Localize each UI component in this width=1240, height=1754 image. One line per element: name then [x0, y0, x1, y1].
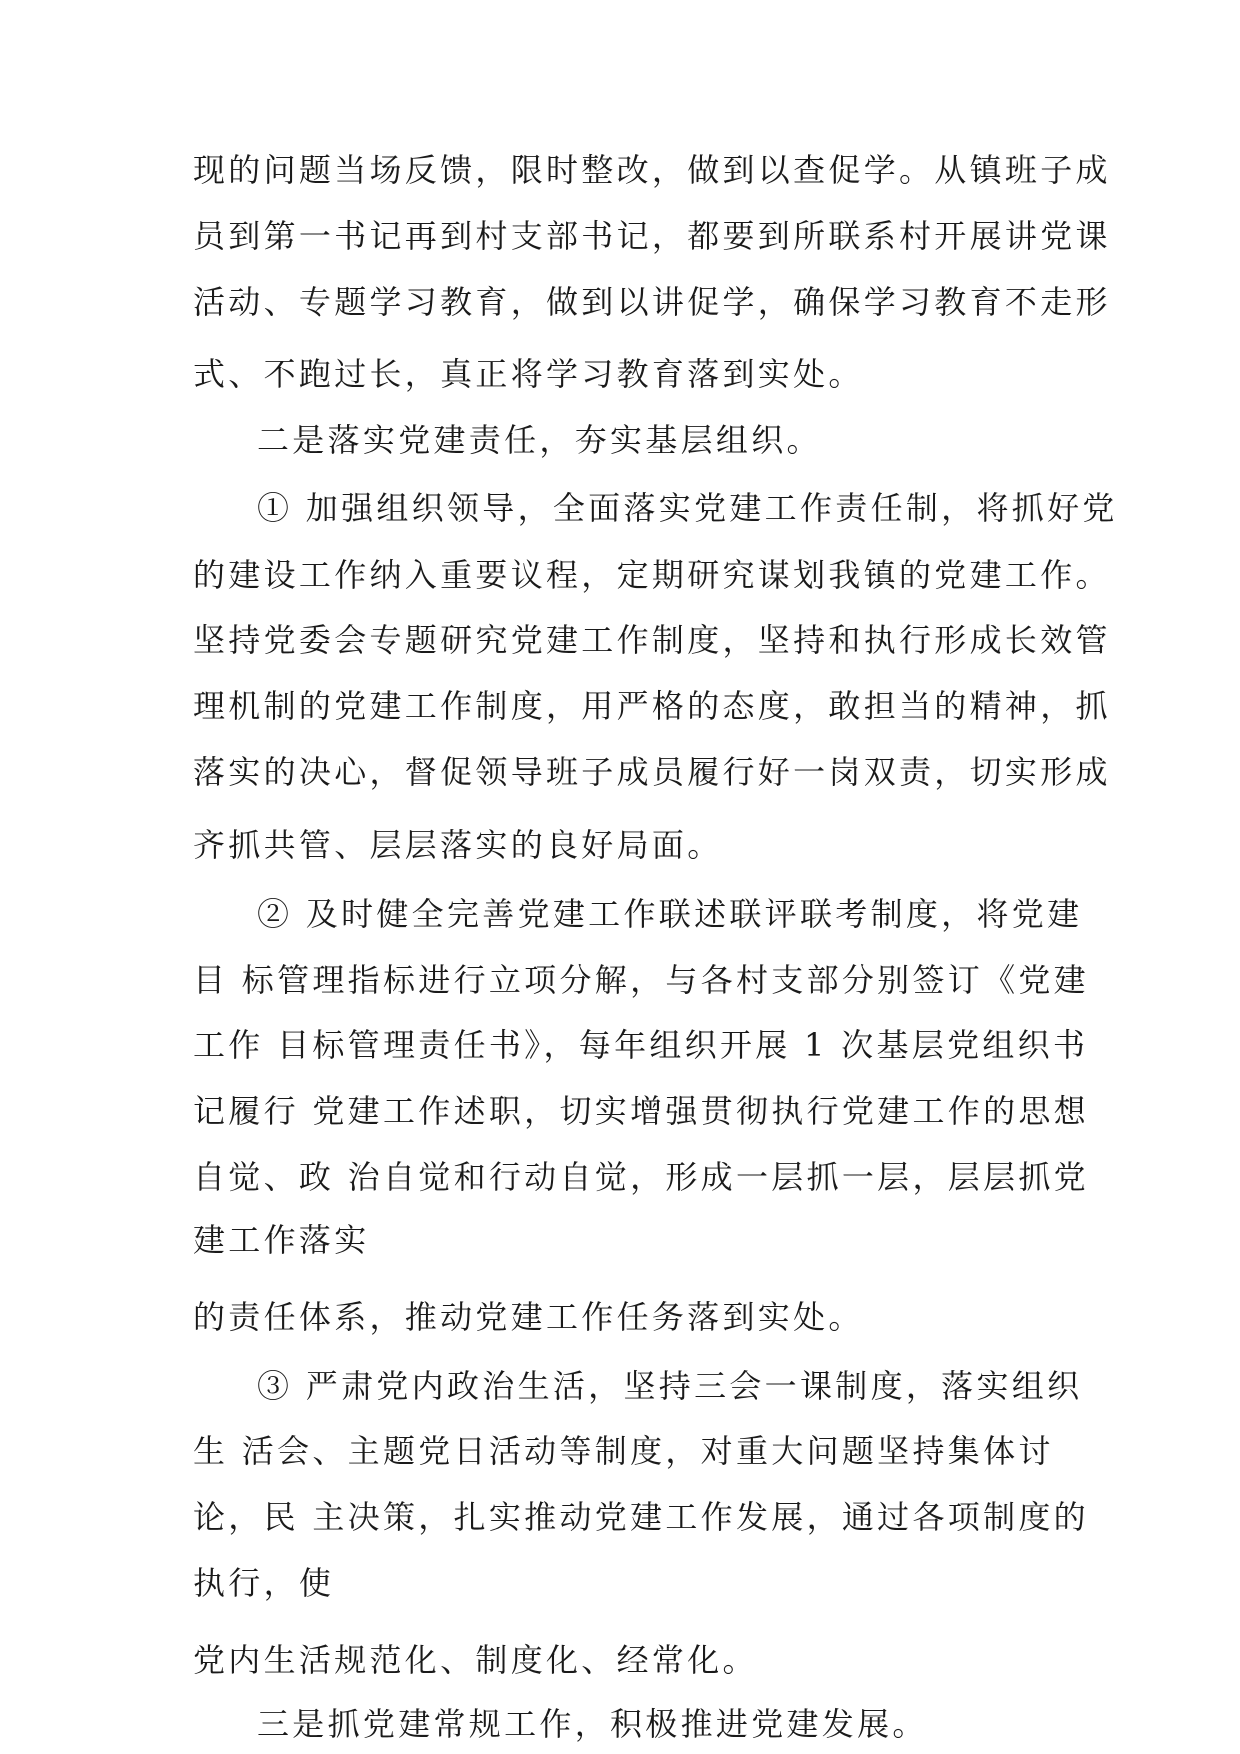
text-line: 建工作落实: [193, 1221, 370, 1259]
text-line: 活动、专题学习教育，做到以讲促学，确保学习教育不走形: [193, 283, 1111, 321]
text-line: 自觉、政 治自觉和行动自觉，形成一层抓一层，层层抓党: [193, 1158, 1089, 1196]
text-line: 现的问题当场反馈，限时整改，做到以查促学。从镇班子成: [193, 151, 1111, 189]
text-line: 的责任体系，推动党建工作任务落到实处。: [193, 1298, 864, 1336]
text-line: 落实的决心，督促领导班子成员履行好一岗双责，切实形成: [193, 753, 1111, 791]
text-line: 生 活会、主题党日活动等制度，对重大问题坚持集体讨: [193, 1432, 1054, 1470]
text-line: 员到第一书记再到村支部书记，都要到所联系村开展讲党课: [193, 217, 1111, 255]
text-line: 式、不跑过长，真正将学习教育落到实处。: [193, 355, 864, 393]
section-heading: 二是落实党建责任，夯实基层组织。: [257, 421, 822, 459]
text-line: 目 标管理指标进行立项分解，与各村支部分别签订《党建: [193, 961, 1089, 999]
text-line: ③ 严肃党内政治生活，坚持三会一课制度，落实组织: [257, 1367, 1083, 1405]
text-line: 工作 目标管理责任书》，每年组织开展 1 次基层党组织书: [193, 1026, 1089, 1064]
text-line: ① 加强组织领导，全面落实党建工作责任制，将抓好党: [257, 489, 1118, 527]
text-line: 的建设工作纳入重要议程，定期研究谋划我镇的党建工作。: [193, 556, 1111, 594]
section-heading: 三是抓党建常规工作，积极推进党建发展。: [257, 1705, 928, 1743]
text-line: 执行，使: [193, 1564, 335, 1602]
text-line: 坚持党委会专题研究党建工作制度，坚持和执行形成长效管: [193, 621, 1111, 659]
text-line: ② 及时健全完善党建工作联述联评联考制度，将党建: [257, 895, 1083, 933]
text-line: 齐抓共管、层层落实的良好局面。: [193, 826, 723, 864]
text-line: 党内生活规范化、制度化、经常化。: [193, 1641, 758, 1679]
text-line: 记履行 党建工作述职，切实增强贯彻执行党建工作的思想: [193, 1092, 1089, 1130]
text-line: 论，民 主决策，扎实推动党建工作发展，通过各项制度的: [193, 1498, 1089, 1536]
text-line: 理机制的党建工作制度，用严格的态度，敢担当的精神，抓: [193, 687, 1111, 725]
